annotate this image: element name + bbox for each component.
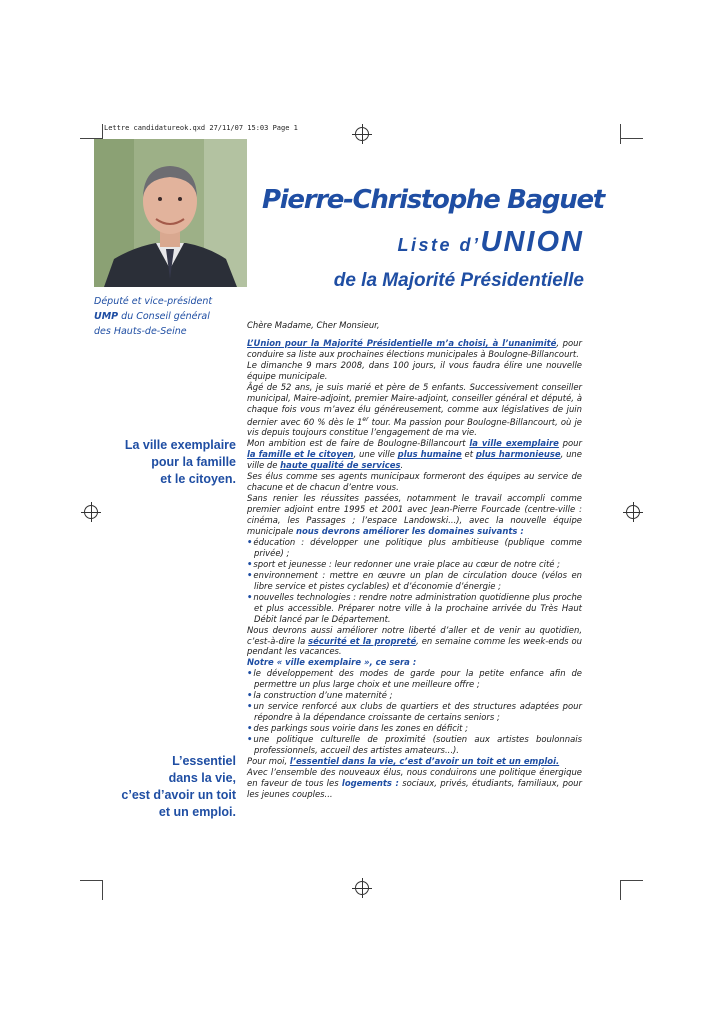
candidate-name: Pierre-Christophe Baguet (262, 185, 604, 215)
list-item-text: nouvelles technologies : rendre notre administration quotidienne plus proche et plus accessible. Préparer notre ville à la prochaine arrivée du Très Haut Débit lancé par le Département. (253, 591, 582, 624)
paragraph (247, 438, 582, 471)
crop-mark (80, 880, 102, 881)
list-item (247, 734, 582, 756)
highlight: plus humaine (397, 449, 462, 460)
registration-mark-top (355, 127, 369, 141)
bullet-icon: • (247, 668, 253, 679)
sidebar-line: La ville exemplaire (124, 438, 236, 452)
list-title (330, 226, 584, 259)
sidebar-line: L’essentiel (172, 754, 236, 768)
file-slug: Lettre candidatureok.qxd 27/11/07 15:03 Page 1 (104, 124, 298, 132)
highlight: nous devrons améliorer les domaines suivants : (296, 525, 524, 536)
text-run: , pour conduire sa liste aux prochaines élections municipales à Boulogne-Billancourt. (247, 337, 582, 359)
bullet-icon: • (247, 723, 253, 734)
list-item (247, 690, 582, 701)
paragraph (247, 625, 582, 658)
list-item-text: un service renforcé aux clubs de quartiers et des structures adaptées pour répondre à la dépendance croissante de certains seniors ; (253, 701, 582, 723)
crop-mark (102, 880, 103, 900)
crop-mark (620, 124, 621, 144)
text-run: Nous devrons aussi améliorer notre liberté d’aller et de venir au quotidien, c’est-à-dire la (247, 624, 582, 646)
sidebar-block-housing-jobs (94, 753, 236, 821)
list-item (247, 559, 582, 570)
highlight: sécurité et la propreté (308, 635, 417, 646)
registration-mark-right (626, 505, 640, 519)
text-run: , une ville (353, 449, 398, 460)
bullet-icon: • (247, 591, 253, 602)
bullet-icon: • (247, 734, 253, 745)
photo-caption (94, 294, 244, 339)
list-item-text: le développement des modes de garde pour la petite enfance afin de permettre un plus large choix et une meilleure offre ; (253, 668, 582, 690)
highlight: plus harmonieuse (475, 449, 561, 460)
list-item (247, 537, 582, 559)
paragraph: Notre « ville exemplaire », ce sera : (247, 657, 417, 668)
highlight: L’Union pour la Majorité Présidentielle m’a choisi, à l’unanimité (247, 337, 557, 348)
list-item-text: une politique culturelle de proximité (soutien aux artistes boulonnais professionnels, accueil des artistes amateurs...). (253, 734, 582, 756)
text-run: Avec l’ensemble des nouveaux élus, nous conduirons une politique énergique en faveur de tous les (247, 766, 582, 788)
caption-line-1: Député et vice-président (94, 296, 213, 307)
bullet-icon: • (247, 701, 253, 712)
paragraph (247, 382, 582, 439)
paragraph (247, 493, 582, 537)
list-item-text: la construction d’une maternité ; (253, 690, 393, 701)
text-run: , une ville de (247, 449, 582, 471)
bullet-icon: • (247, 690, 253, 701)
text-run: pour (558, 438, 582, 449)
bullet-icon: • (247, 536, 253, 547)
caption-party: UMP (94, 311, 119, 322)
paragraph (247, 338, 582, 360)
greeting: Chère Madame, Cher Monsieur, (247, 320, 380, 330)
registration-mark-bottom (355, 881, 369, 895)
list-item (247, 592, 582, 625)
list-item-text: éducation : développer une politique plus ambitieuse (publique comme privée) ; (253, 536, 582, 558)
candidate-photo (94, 139, 247, 287)
list-title-main: UNION (480, 226, 584, 258)
paragraph: Ses élus comme ses agents municipaux formeront des équipes au service de chacune et de chacun d’entre vous. (247, 471, 582, 493)
sidebar-line: et un emploi. (158, 805, 236, 819)
highlight: la famille et le citoyen (247, 449, 354, 460)
text-run: Âgé de 52 ans, je suis marié et père de 5 enfants. Successivement conseiller municipal, Maire-adjoint, premier Maire-adjoint, conseiller général et député, à chaque fois vous m’avez élu généreusement, comme aux législatives de juin dernier avec 60 % dès le 1 (247, 381, 582, 427)
text-run: Sans renier les réussites passées, notamment le travail accompli comme premier adjoint entre 1995 et 2001 avec Jean-Pierre Fourcade (centre-ville : cinéma, les Passages ; l’espace Landowski...), avec la nouvelle équipe municipale (247, 493, 582, 536)
letter-body (247, 320, 582, 800)
bullet-icon: • (247, 569, 253, 580)
crop-mark (620, 880, 621, 900)
list-item (247, 723, 582, 734)
highlight: l’essentiel dans la vie, c’est d’avoir un toit et un emploi. (289, 755, 560, 766)
text-run: Pour moi, (247, 755, 290, 766)
list-item (247, 668, 582, 690)
sidebar-line: c’est d’avoir un toit (121, 788, 236, 802)
sidebar-block-exemplary-city (94, 437, 236, 488)
caption-line-2 (94, 309, 244, 324)
caption-line-2-rest: du Conseil général (118, 311, 210, 322)
list-item-text: sport et jeunesse : leur redonner une vraie place au cœur de notre cité ; (253, 558, 561, 569)
sidebar-line: pour la famille (151, 455, 236, 469)
text-run: et (461, 449, 476, 460)
paragraph (247, 756, 582, 767)
highlight: la ville exemplaire (469, 438, 559, 449)
superscript: er (362, 415, 369, 423)
text-run: Mon ambition est de faire de Boulogne-Billancourt (247, 438, 470, 449)
text-run: . (400, 460, 404, 471)
sidebar-line: et le citoyen. (160, 472, 236, 486)
crop-mark (621, 138, 643, 139)
list-title-prefix: Liste d’ (397, 235, 481, 255)
registration-mark-left (84, 505, 98, 519)
text-run: tour. Ma passion pour Boulogne-Billancourt, où je vis depuis toujours constitue l’engagement de ma vie. (247, 416, 582, 438)
highlight: haute qualité de services (280, 460, 401, 471)
list-item-text: des parkings sous voirie dans les zones en déficit ; (253, 723, 469, 734)
sidebar-line: dans la vie, (168, 771, 236, 785)
crop-mark (621, 880, 643, 881)
paragraph: Le dimanche 9 mars 2008, dans 100 jours, il vous faudra élire une nouvelle équipe municipale. (247, 359, 582, 381)
list-item-text: environnement : mettre en œuvre un plan de circulation douce (vélos en libre service et pistes cyclables) et d’économie d’énergie ; (253, 569, 582, 591)
text-run: sociaux, privés, étudiants, familiaux, pour les jeunes couples... (247, 777, 582, 799)
bullet-icon: • (247, 558, 253, 569)
list-item (247, 570, 582, 592)
list-subtitle: de la Majorité Présidentielle (333, 270, 584, 291)
caption-line-3: des Hauts-de-Seine (94, 326, 187, 337)
highlight: logements : (341, 777, 399, 788)
list-item (247, 701, 582, 723)
text-run: , en semaine comme les week-ends ou pendant les vacances. (247, 635, 582, 657)
paragraph (247, 767, 582, 800)
candidate-portrait-icon (94, 139, 247, 287)
